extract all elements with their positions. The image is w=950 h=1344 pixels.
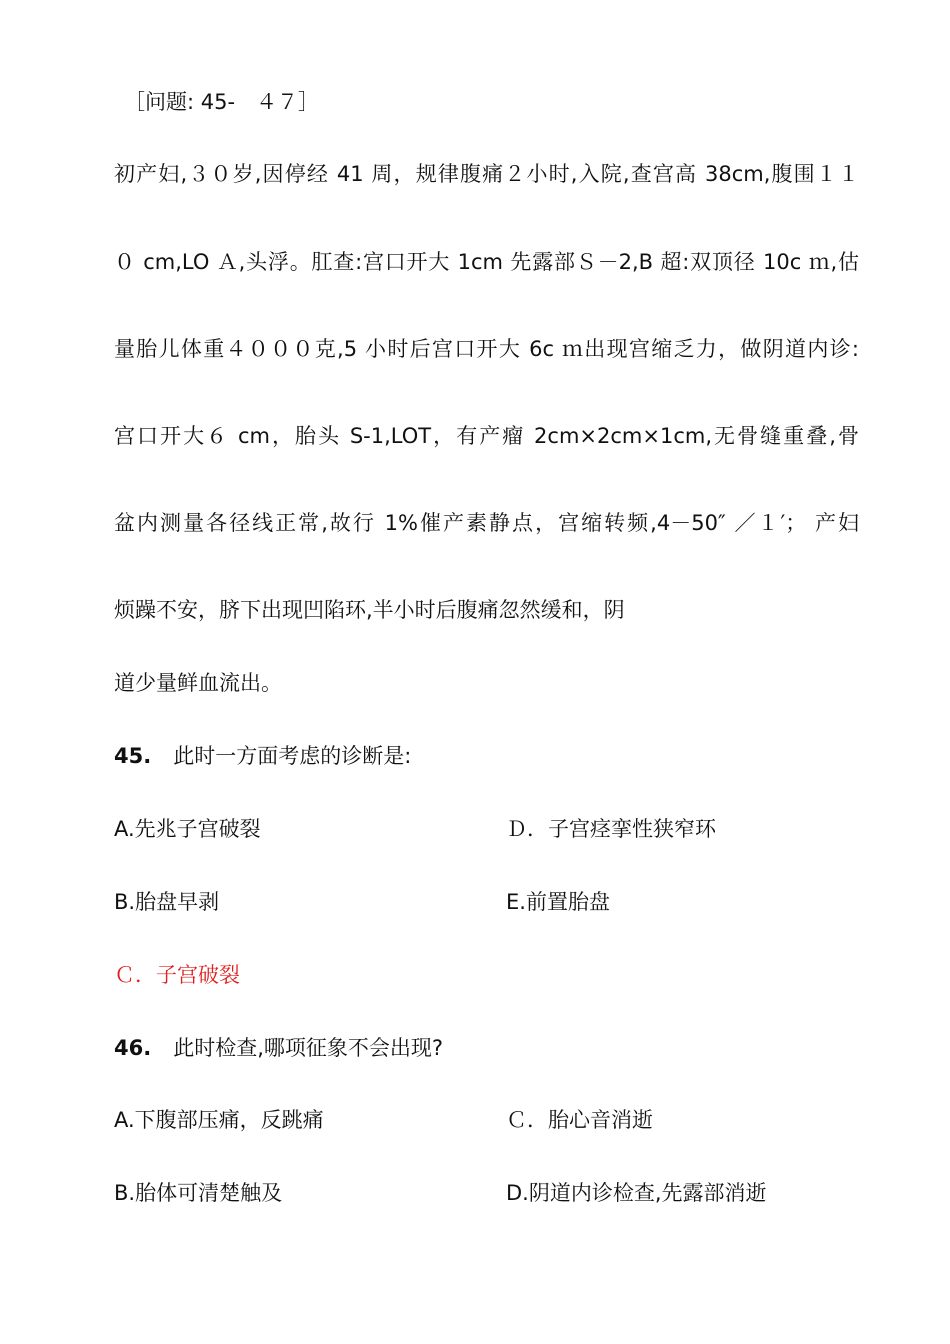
q46-option-a: A.下腹部压痛，反跳痛 xyxy=(114,1108,324,1132)
question-45 xyxy=(114,742,411,770)
question-number: 45. xyxy=(114,744,152,768)
q45-option-c-answer: Ｃ．子宫破裂 xyxy=(114,963,240,987)
case-line-5: 盆内测量各径线正常,故行 1%催产素静点，宫缩转频,4－50″ ／１′； 产妇 xyxy=(114,511,859,535)
case-line-3: 量胎儿体重４０００克,5 小时后宫口开大 6c ｍ出现宫缩乏力，做阴道内诊: xyxy=(114,337,859,361)
q46-option-b: B.胎体可清楚触及 xyxy=(114,1181,283,1205)
q45-option-b: B.胎盘早剥 xyxy=(114,890,220,914)
q46-option-d: D.阴道内诊检查,先露部消逝 xyxy=(506,1181,767,1205)
q45-option-e: E.前置胎盘 xyxy=(506,890,610,914)
case-line-4: 宫口开大６ cm，胎头 S-1,LOT，有产瘤 2cm×2cm×1cm,无骨缝重叠,骨 xyxy=(114,424,859,448)
q45-option-d: Ｄ．子宫痉挛性狭窄环 xyxy=(506,817,716,841)
case-line-1: 初产妇,３０岁,因停经 41 周，规律腹痛２小时,入院,查宫高 38cm,腹围１１ xyxy=(114,162,859,186)
question-group-header: ［问题: 45- ４７］ xyxy=(124,90,320,114)
case-line-6: 烦躁不安，脐下出现凹陷环,半小时后腹痛忽然缓和，阴 xyxy=(114,598,625,622)
question-number: 46. xyxy=(114,1036,152,1060)
question-text: 此时一方面考虑的诊断是: xyxy=(173,744,412,768)
q46-option-c: Ｃ．胎心音消逝 xyxy=(506,1108,653,1132)
question-46 xyxy=(114,1034,443,1062)
case-line-7: 道少量鲜血流出。 xyxy=(114,671,282,695)
question-text: 此时检查,哪项征象不会出现? xyxy=(173,1036,444,1060)
case-line-2: ０ cm,LO Ａ,头浮。肛查:宫口开大 1cm 先露部Ｓ－2,B 超:双顶径 10c ｍ,估 xyxy=(114,250,859,274)
q45-option-a: A.先兆子宫破裂 xyxy=(114,817,261,841)
